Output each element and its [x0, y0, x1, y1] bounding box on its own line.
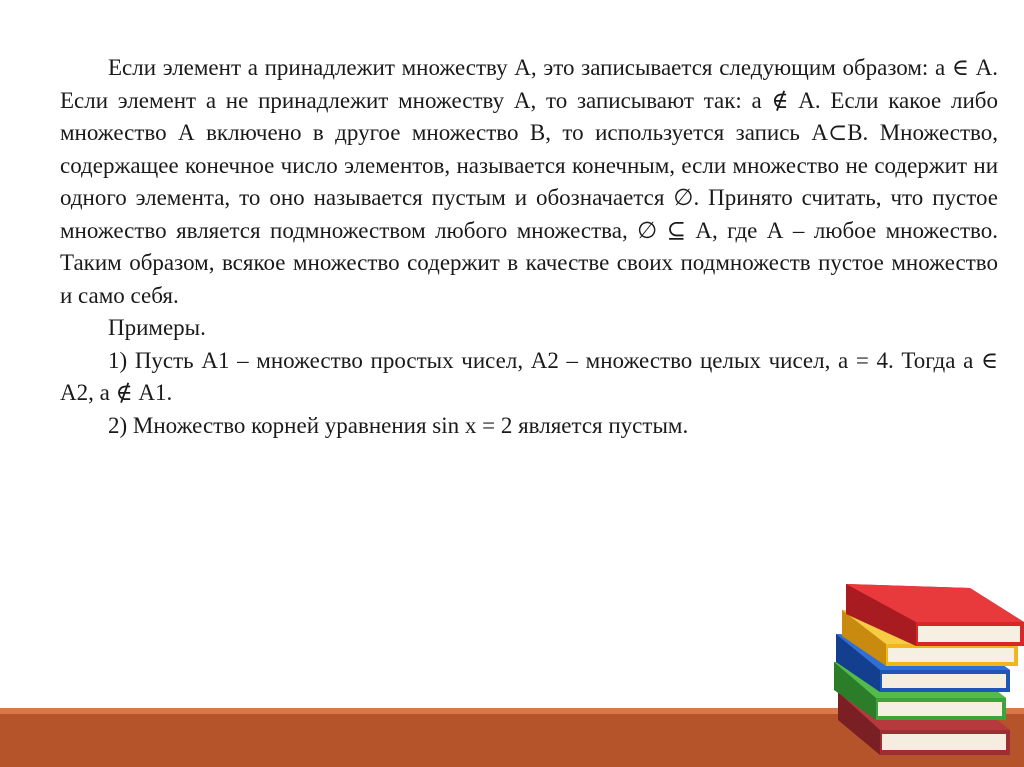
text-block: [60, 52, 998, 442]
definition-paragraph: Если элемент а принадлежит множеству А, это записывается следующим образом: а ∈ А. Если элемент а не принадлежит множеству А, то записывают так: а ∉ А. Если какое либо множество А включено в другое множество В, то используется запись А⊂В. Множество, содержащее конечное число элементов, называется конечным, если множество не содержит ни одного элемента, то оно называется пустым и обозначается ∅. Принято считать, что пустое множество является подмножеством любого множества, ∅ ⊆ А, где А – любое множество. Таким образом, всякое множество содержит в качестве своих подмножеств пустое множество и само себя.: [60, 55, 998, 308]
example-2: 2) Множество корней уравнения sin x = 2 является пустым.: [108, 412, 689, 438]
stack-of-books-icon: [820, 570, 1024, 767]
example-1: 1) Пусть А1 – множество простых чисел, А2 – множество целых чисел, а = 4. Тогда а ∈ А2, а ∉ А1.: [60, 347, 998, 405]
examples-heading: Примеры.: [108, 315, 206, 340]
